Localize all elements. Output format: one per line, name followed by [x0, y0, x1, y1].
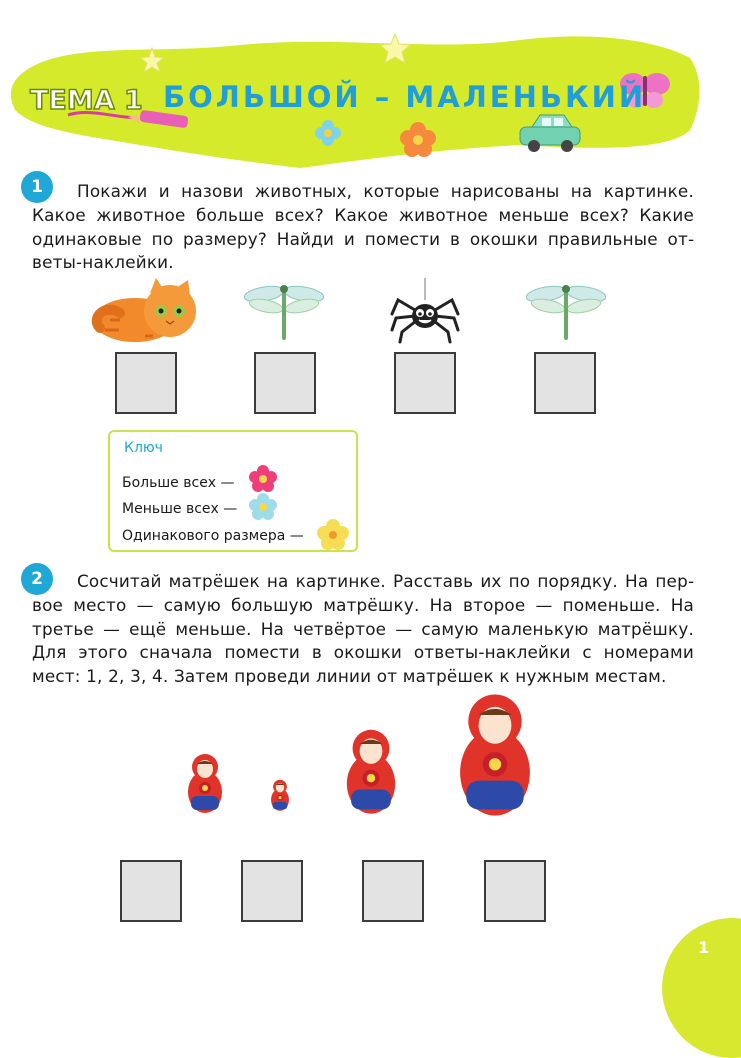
pink-flower-icon [248, 464, 278, 494]
sticker-box[interactable] [115, 352, 177, 414]
cat-image [90, 278, 200, 346]
topic-title: БОЛЬШОЙ – МАЛЕНЬКИЙ [163, 80, 647, 114]
key-row-label: Одинакового размера — [122, 528, 304, 544]
page-number: 1 [698, 938, 710, 957]
matryoshka-doll [270, 778, 290, 812]
key-row-label: Больше всех — [122, 475, 235, 491]
task-number-badge: 2 [21, 563, 53, 595]
key-row-label: Меньше всех — [122, 501, 238, 517]
task1-text: Покажи и назови животных, которые нарисованы на картинке. Какое животное больше всех? Какое животное меньше всех? Какие одинаковые по размеру? Найди и помести в окошки правильные ответы-наклейки. [32, 181, 694, 273]
spider-image [390, 278, 460, 344]
topic-label: ТЕМА 1 [30, 84, 143, 116]
task-number-badge: 1 [21, 171, 53, 203]
sticker-box[interactable] [394, 352, 456, 414]
dragonfly-image [526, 280, 606, 342]
matryoshka-doll [344, 726, 398, 816]
sticker-box[interactable] [534, 352, 596, 414]
sticker-box[interactable] [362, 860, 424, 922]
answer-key [108, 430, 358, 552]
task2-text: Сосчитай матрёшек на картинке. Расставь их по порядку. На первое место — самую большую матрёшку. На второе — поменьше. На третье — ещё меньше. На четвёртое — самую маленькую матрёшку. Для этого сначала помести в окошки ответы-наклейки с номерами мест: 1, 2, 3, 4. Затем проведи линии от матрёшек к нужным местам. [32, 571, 694, 687]
sticker-box[interactable] [254, 352, 316, 414]
key-row [122, 528, 304, 544]
matryoshka-doll [456, 690, 534, 818]
key-title: Ключ [124, 440, 163, 456]
matryoshka-doll [186, 752, 224, 814]
sticker-box[interactable] [484, 860, 546, 922]
blue-flower-icon [248, 492, 278, 522]
dragonfly-image [244, 280, 324, 342]
key-row [122, 475, 235, 491]
sticker-box[interactable] [120, 860, 182, 922]
key-row [122, 501, 237, 517]
sticker-box[interactable] [241, 860, 303, 922]
yellow-flower-icon [316, 518, 350, 552]
